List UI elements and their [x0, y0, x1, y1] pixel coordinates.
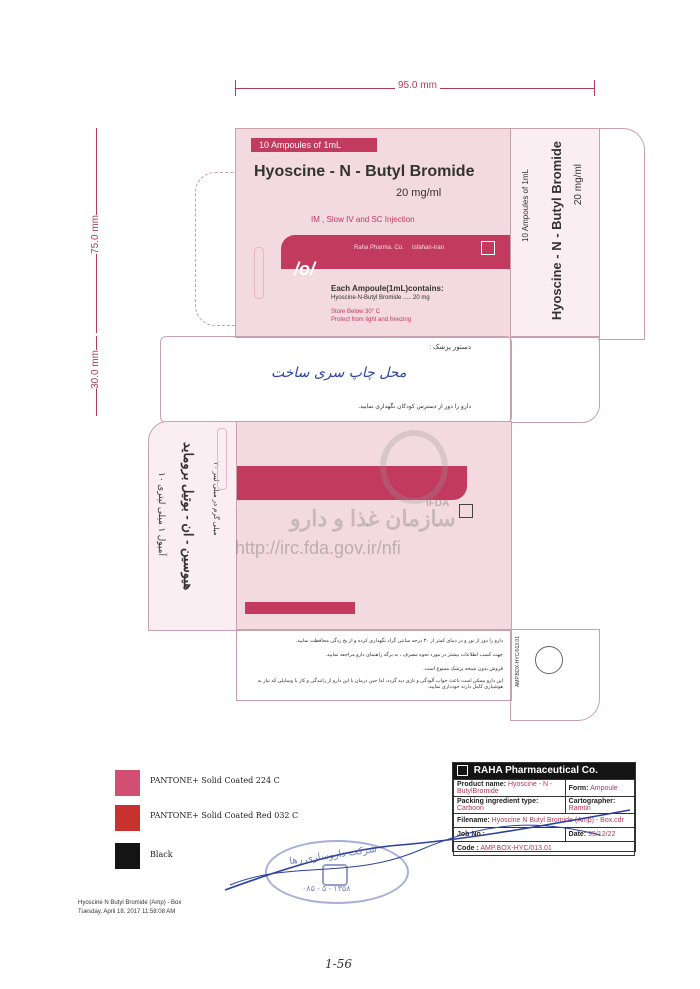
- fa-side-strength: ۲۰ میلی گرم در میلی لیتر: [212, 462, 219, 536]
- stamp-code: ۰۸۵ - ۵ - ۱۳۵۸: [302, 884, 351, 893]
- info-date-label: Date:: [568, 831, 587, 838]
- handwritten-note: محل چاپ سری ساخت: [271, 365, 407, 381]
- top-left-tuck: [195, 172, 236, 326]
- info-filename-value: Hyoscine N Butyl Bromide (Amp) - Box.cdr: [491, 817, 624, 824]
- fda-org: سازمان غذا و دارو: [290, 506, 456, 531]
- raha-logo-icon: [457, 765, 468, 776]
- right-tuck: [598, 128, 645, 340]
- info-carto-value: Ramtin: [568, 805, 591, 812]
- footer-file: Hyoscine N Butyl Bromide (Amp) - Box: [78, 900, 182, 906]
- warning-line-3: فروش بدون نسخه پزشک ممنوع است.: [423, 666, 503, 672]
- side-strength: 20 mg/ml: [573, 164, 584, 206]
- fa-side-label: ۱۰ آمپول ۱ میلی لیتری: [157, 472, 167, 556]
- side-ampoule-icon: [217, 428, 227, 490]
- front-band: [281, 235, 511, 269]
- info-date-value: 95/12/22: [588, 831, 616, 838]
- company-stamp: [265, 840, 409, 904]
- front-badge: 10 Ampoules of 1mL: [251, 138, 377, 152]
- bottom-seal-icon: [535, 646, 563, 674]
- info-code-label: Code :: [457, 845, 479, 852]
- ampoule-icon: [254, 247, 264, 299]
- info-form-label: Form:: [568, 784, 589, 792]
- height-top-label: 75.0 mm: [90, 215, 101, 254]
- bottom-code: AMP.BOX-HYC/013.01: [515, 636, 521, 688]
- front-contains-line: Hyoscine-N-Butyl Bromide ..... 20 mg: [331, 295, 430, 301]
- front-contains-heading: Each Ampoule(1mL)contains:: [331, 284, 444, 293]
- front-logo: [481, 241, 495, 255]
- swatch-224: [115, 770, 140, 796]
- warning-line-1: دارو را دور از نور و در دمای کمتر از ۳۰ درجه سانتی گراد نگهداری کرده و از یخ زدگی محافظت نمایید.: [295, 638, 503, 644]
- warning-line-2: جهت کسب اطلاعات بیشتر در مورد نحوه مصرف ، به برگه راهنمای دارو مراجعه نمایید.: [325, 652, 503, 658]
- doctor-note: دارو را دور از دسترس کودکان نگهداری نمایید.: [358, 404, 471, 410]
- swatch-032: [115, 805, 140, 831]
- left-side-panel: [148, 421, 238, 631]
- info-packing-value: Carboon: [457, 805, 484, 812]
- info-product-value: Hyoscine - N - ButylBromide: [457, 781, 553, 795]
- doctor-heading: دستور پزشک :: [429, 344, 471, 351]
- info-company: RAHA Pharmaceutical Co.: [473, 765, 598, 776]
- glue-flap: [510, 336, 600, 423]
- bottom-flap: [236, 629, 512, 701]
- swatch-black: [115, 843, 140, 869]
- info-header: [453, 763, 635, 779]
- info-packing-label: Packing ingredient type:: [457, 798, 539, 805]
- fa-side-title: هیوسین - ان - بوتیل بروماید: [181, 442, 196, 591]
- info-code-value: AMP.BOX-HYC/013.01: [480, 845, 552, 852]
- front-maker: Raha Pharma. Co. Isfahan-Iran: [354, 245, 445, 251]
- bottom-right-flap: [510, 629, 600, 721]
- front-title: Hyoscine - N - Butyl Bromide: [254, 163, 475, 180]
- swatch-black-label: Black: [150, 850, 173, 859]
- front-storage-2: Protect from light and freezing: [331, 317, 412, 323]
- side-title: Hyoscine - N - Butyl Bromide: [549, 141, 564, 321]
- info-filename-label: Filename:: [457, 817, 490, 824]
- page-mark: 1-56: [325, 957, 352, 971]
- height-flap-label: 30.0 mm: [90, 350, 101, 389]
- stamp-text: شرکت داروسازی رها: [288, 843, 378, 868]
- fda-logo-icon: [380, 430, 448, 504]
- front-strength: 20 mg/ml: [396, 187, 442, 199]
- info-job-label: Job No.:: [457, 831, 485, 838]
- fda-abbr: IFDA: [426, 498, 450, 509]
- warning-line-4: این دارو ممکن است باعث خواب آلودگی و تاری دید گردد، لذا حین درمان با این دارو از رانندگی و کار با وسایلی که نیاز به هوشیاری کامل دارند خودداری نمایید.: [257, 678, 503, 690]
- swatch-224-label: PANTONE+ Solid Coated 224 C: [150, 776, 280, 785]
- side-label: 10 Ampoules of 1mL: [521, 169, 530, 242]
- swatch-032-label: PANTONE+ Solid Coated Red 032 C: [150, 811, 299, 820]
- fda-url: http://irc.fda.gov.ir/nfi: [235, 538, 401, 558]
- side-panel: [510, 128, 600, 338]
- back-badge: [245, 602, 355, 614]
- info-form-value: Ampoule: [590, 784, 618, 792]
- fda-watermark: [230, 420, 530, 580]
- doctor-flap: [160, 336, 512, 423]
- front-lower-logo: /o/: [294, 259, 315, 279]
- info-carto-label: Cartographer:: [568, 798, 616, 805]
- footer-timestamp: Tuesday, April 18, 2017 11:58:08 AM: [78, 909, 176, 915]
- front-route: IM , Slow IV and SC Injection: [311, 215, 415, 224]
- front-panel: [235, 128, 512, 338]
- width-label: 95.0 mm: [395, 80, 440, 91]
- front-storage-1: Store Below 30° C: [331, 309, 381, 315]
- info-product-label: Product name:: [457, 781, 507, 788]
- stamp-logo-icon: [322, 864, 348, 886]
